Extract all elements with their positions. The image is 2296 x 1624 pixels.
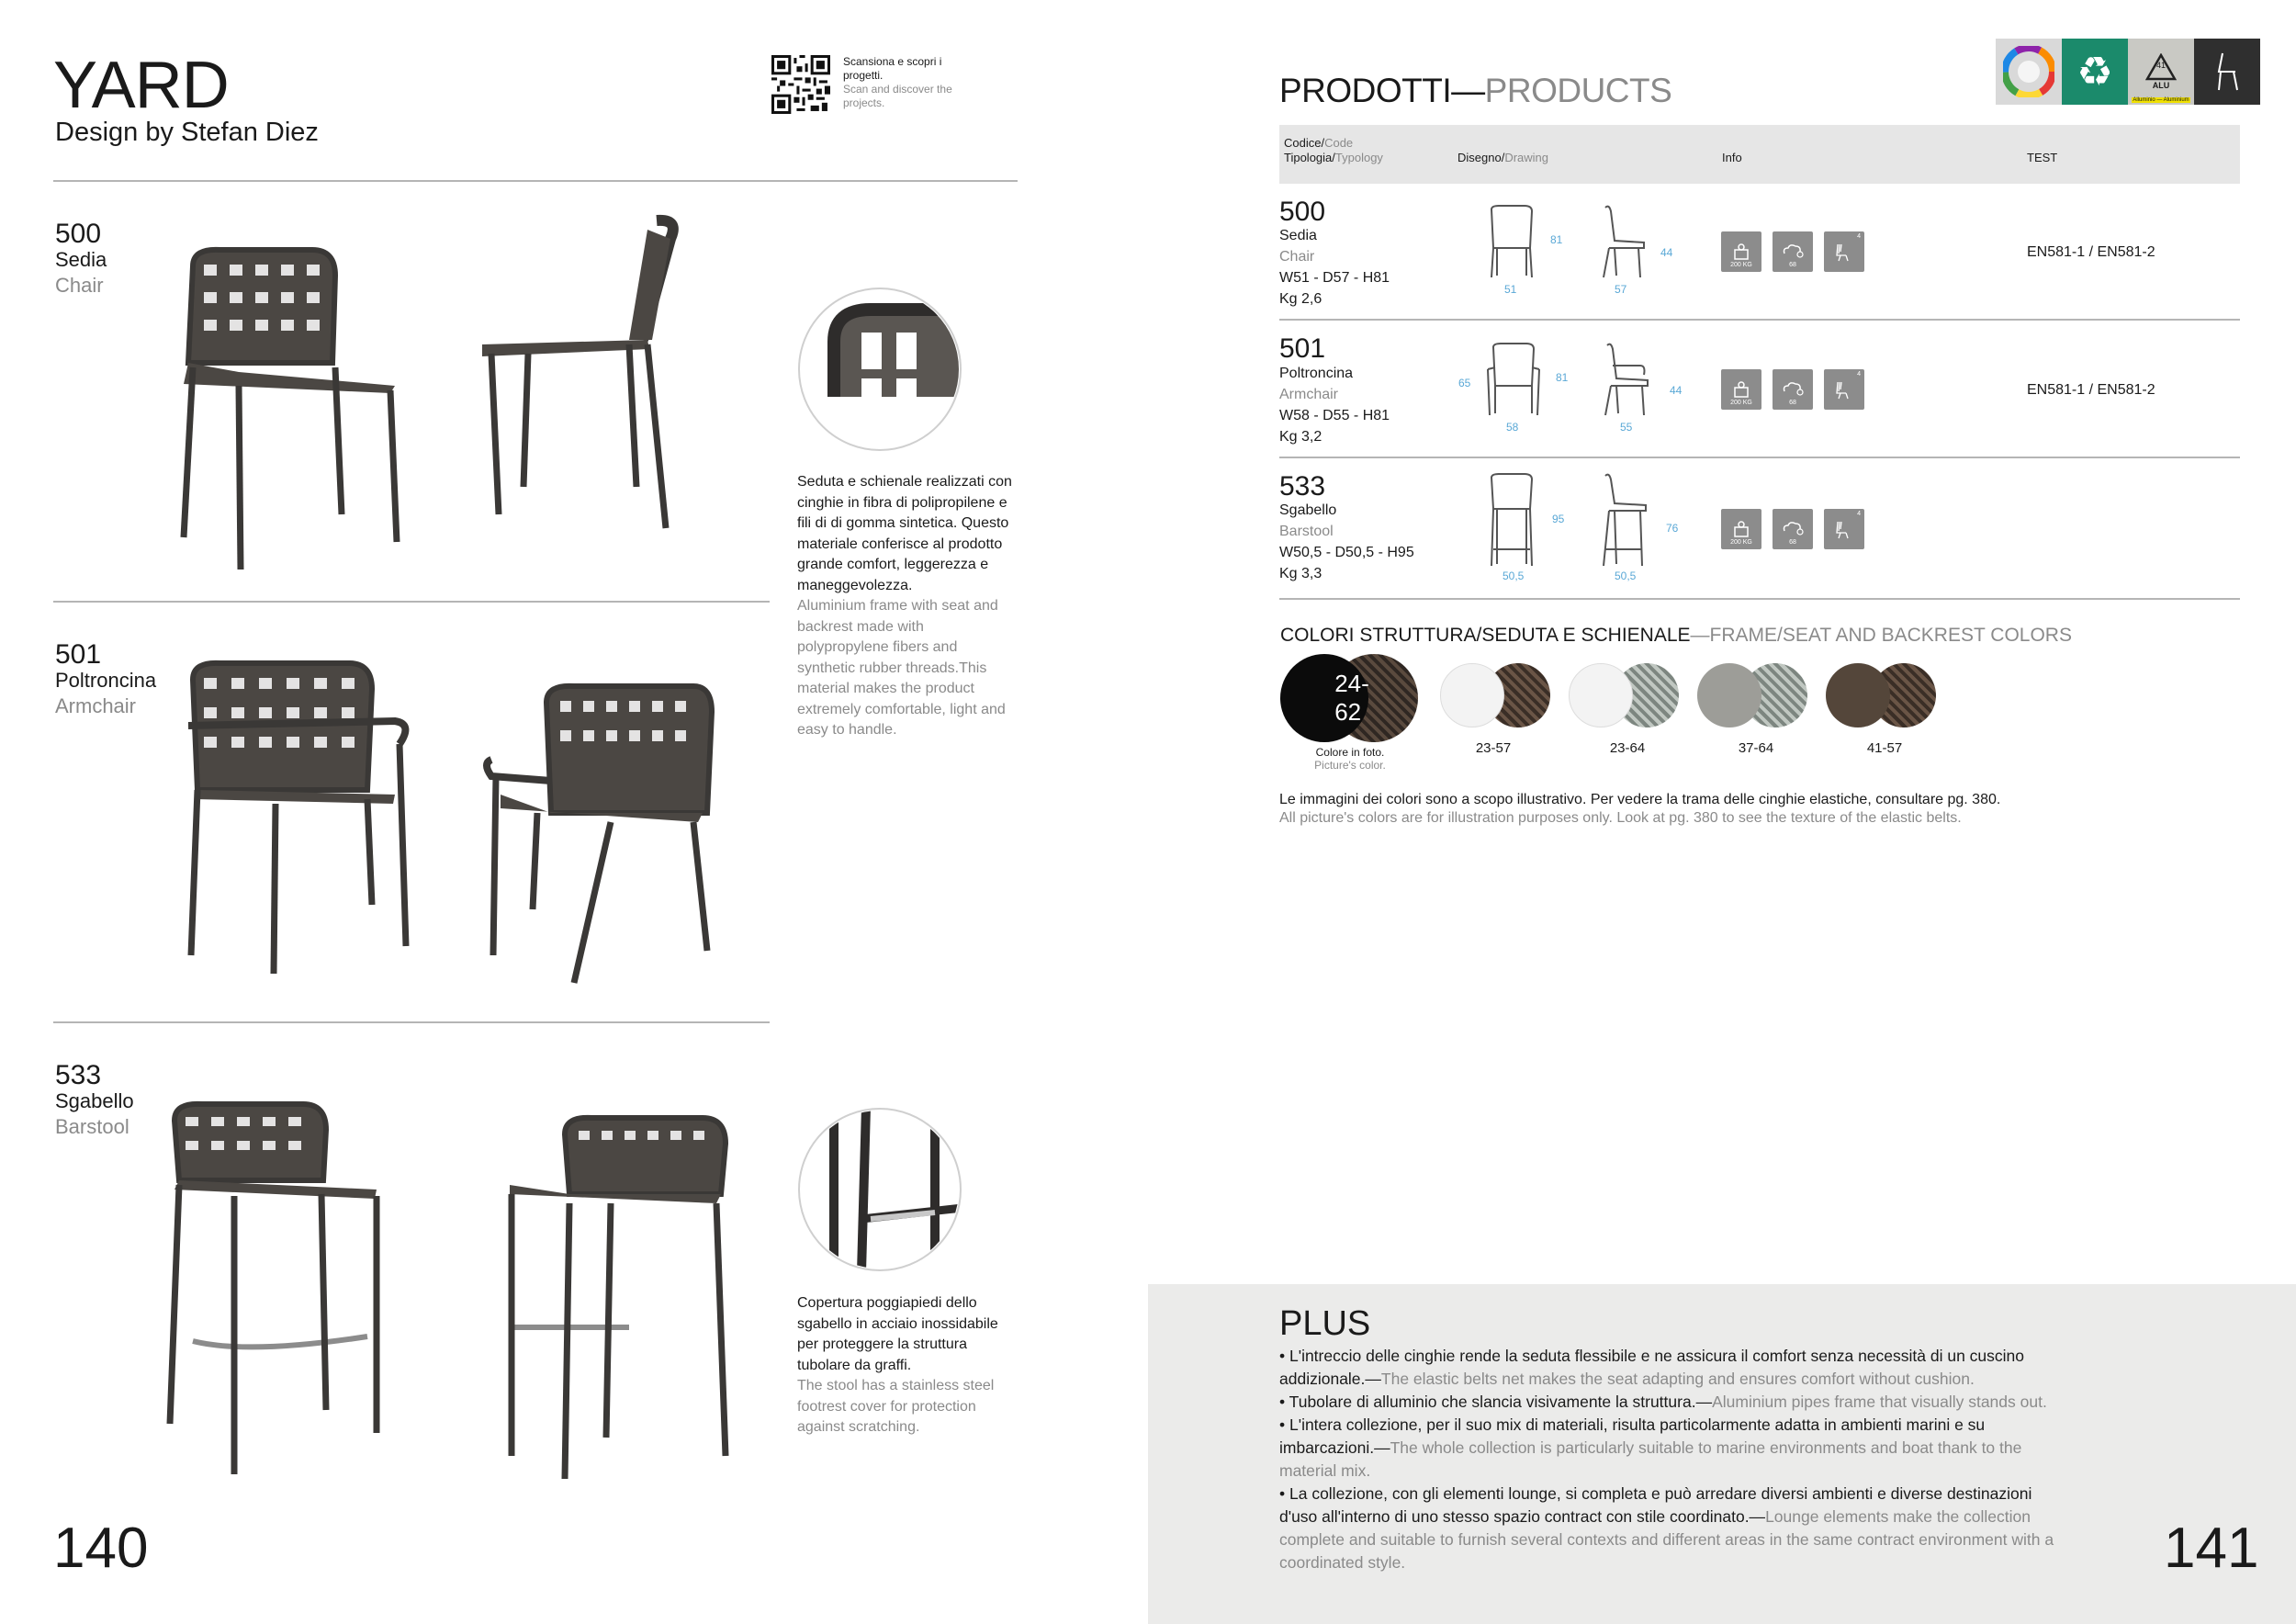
- divider: [53, 1021, 770, 1023]
- swatch-frame[interactable]: 24-62: [1280, 654, 1368, 742]
- chair-500-front-photo: [147, 239, 413, 579]
- product-name-it: Sgabello: [55, 1089, 134, 1112]
- row-code: 533: [1279, 471, 1326, 502]
- color-in-photo-label: Colore in foto. Picture's color.: [1314, 746, 1386, 772]
- detail-belts-zoom: [797, 287, 962, 452]
- drawing-side-501: [1598, 342, 1653, 417]
- weather-resistance-icon: 68: [1773, 509, 1813, 549]
- page-number-left: 140: [53, 1517, 149, 1580]
- row-code: 501: [1279, 333, 1326, 364]
- load-capacity-icon: 200 KG: [1721, 369, 1761, 410]
- test-standard: EN581-1 / EN581-2: [2027, 382, 2155, 398]
- qr-caption: Scansiona e scopri i progetti. Scan and discover the projects.: [843, 55, 952, 109]
- drawing-side-533: [1596, 472, 1651, 568]
- table-header: Codice/Code Tipologia/Typology Disegno/Drawing Info TEST: [1279, 125, 2240, 184]
- product-name-en: Chair: [55, 274, 104, 297]
- plus-item: • L'intreccio delle cinghie rende la seduta flessibile e ne assicura il comfort senza necessità di un cuscino addizionale.—The elastic belts net makes the seat adapting and ensures comfort without cushion.: [1279, 1347, 2025, 1388]
- colors-note-en: All picture's colors are for illustration purposes only. Look at pg. 380 to see the texture of the elastic belts.: [1279, 810, 1962, 826]
- plus-item: • Tubolare di alluminio che slancia visivamente la struttura.—Aluminium pipes frame that visually stands out.: [1279, 1393, 2047, 1411]
- armchair-501-back-photo: [482, 675, 721, 987]
- page-number-right: 141: [2164, 1517, 2259, 1580]
- footrest-description: Copertura poggiapiedi dello sgabello in acciaio inossidabile per proteggere la struttura tubolare da graffi. The stool has a stainless steel footrest cover for protection against scratching.: [797, 1295, 998, 1435]
- product-name-it: Poltroncina: [55, 669, 157, 692]
- drawing-side-500: [1596, 204, 1648, 279]
- plus-list: [1279, 1345, 2060, 1574]
- swatch-code: 37-64: [1738, 740, 1774, 756]
- swatch-frame[interactable]: [1697, 663, 1761, 727]
- product-code: 501: [55, 639, 102, 670]
- product-code: 533: [55, 1060, 102, 1090]
- detail-footrest-zoom: [797, 1107, 962, 1272]
- drawing-front-500: [1486, 204, 1537, 279]
- swatch-frame[interactable]: [1826, 663, 1890, 727]
- colors-note-it: Le immagini dei colori sono a scopo illustrativo. Per vedere la trama delle cinghie elastiche, consultare pg. 380.: [1279, 792, 2001, 807]
- chair-icon: [2194, 39, 2260, 105]
- product-name-en: Barstool: [55, 1115, 129, 1138]
- designer-credit: Design by Stefan Diez: [55, 118, 319, 147]
- certification-badges: [1996, 39, 2260, 105]
- swatch-frame[interactable]: [1569, 663, 1633, 727]
- plus-item: • La collezione, con gli elementi lounge, si completa e può arredare diversi ambienti e diverse destinazioni d'uso all'interno di uno stesso spazio contract con stile coordinato.—Lounge elements make the collection complete and suitable to furnish several contexts and different areas in the same contract environment with a coordinated style.: [1279, 1484, 2054, 1572]
- divider: [1279, 319, 2240, 321]
- divider: [53, 601, 770, 603]
- material-description: Seduta e schienale realizzati con cinghie in fibra di polipropilene e fili di di gomma sintetica. Questo materiale conferisce al prodotto grande comfort, leggerezza e maneggevolezza. Aluminium frame with seat and backrest made with polypropylene fibers and synthetic rubber threads.This material makes the product extremely comfortable, light and easy to handle.: [797, 474, 1012, 738]
- swatch-code: 23-57: [1475, 740, 1512, 756]
- divider: [1279, 457, 2240, 458]
- divider: [53, 180, 1018, 182]
- color-wheel-icon: [1996, 39, 2062, 105]
- weather-resistance-icon: 68: [1773, 231, 1813, 272]
- product-name-it: Sedia: [55, 248, 107, 271]
- product-name-en: Armchair: [55, 694, 137, 717]
- divider: [1279, 598, 2240, 600]
- row-code: 500: [1279, 197, 1326, 227]
- drawing-front-533: [1486, 472, 1537, 568]
- stackable-icon: 4: [1824, 509, 1864, 549]
- stackable-icon: 4: [1824, 369, 1864, 410]
- plus-item: • L'intera collezione, per il suo mix di materiali, risulta particolarmente adatta in ambienti marini e su imbarcazioni.—The whole collection is particularly suitable to marine environments and boat thank to the material mix.: [1279, 1415, 2022, 1480]
- chair-500-side-photo: [473, 211, 693, 542]
- weather-resistance-icon: 68: [1773, 369, 1813, 410]
- swatch-code: 41-57: [1866, 740, 1903, 756]
- test-standard: EN581-1 / EN581-2: [2027, 244, 2155, 260]
- load-capacity-icon: 200 KG: [1721, 509, 1761, 549]
- product-code: 500: [55, 219, 102, 249]
- drawing-front-501: [1486, 342, 1541, 417]
- swatch-frame[interactable]: [1440, 663, 1504, 727]
- plus-heading: PLUS: [1279, 1304, 1371, 1343]
- barstool-533-back-photo: [501, 1107, 739, 1483]
- qr-code[interactable]: [771, 55, 830, 114]
- barstool-533-front-photo: [147, 1093, 395, 1479]
- recycle-icon: ♻: [2062, 39, 2128, 105]
- aluminium-badge: 41 ALU Alluminio — Aluminium: [2128, 39, 2194, 105]
- collection-title: YARD: [53, 49, 229, 122]
- armchair-501-front-photo: [184, 652, 422, 983]
- products-heading: PRODOTTI—PRODUCTS: [1279, 72, 1672, 109]
- colors-heading: COLORI STRUTTURA/SEDUTA E SCHIENALE—FRAME/SEAT AND BACKREST COLORS: [1280, 625, 2072, 646]
- load-capacity-icon: 200 KG: [1721, 231, 1761, 272]
- swatch-code: 23-64: [1609, 740, 1646, 756]
- stackable-icon: 4: [1824, 231, 1864, 272]
